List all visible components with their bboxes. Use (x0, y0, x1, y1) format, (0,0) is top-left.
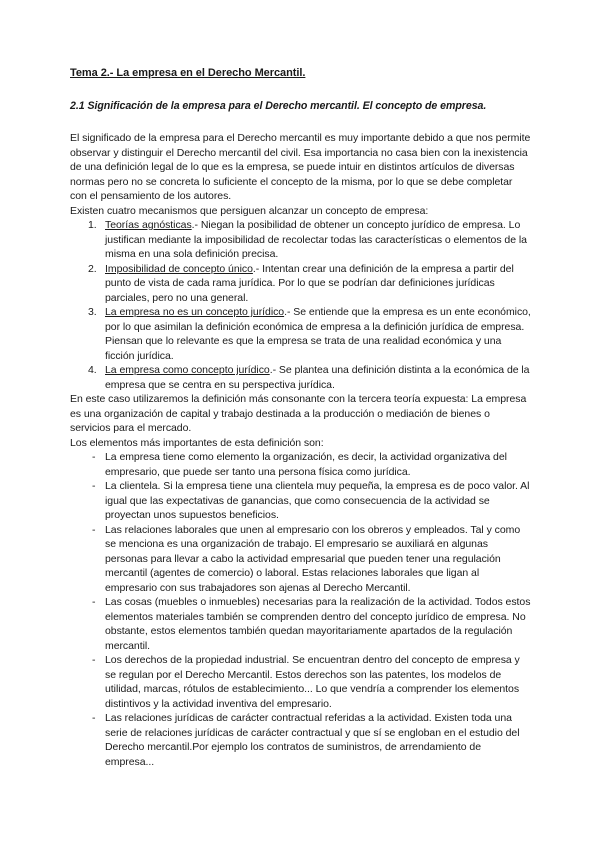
intro-paragraph: El significado de la empresa para el Derecho mercantil es muy importante debido a que nos permite observar y distinguir el Derecho mercantil del civil. Esa importancia no casa bien con la inexistencia de una definición legal de lo que es la empresa, se puede intuir en distintos artículos de diversas normas pero no se concreta lo suficiente el concepto de la misma, por lo que se debe completar con el pensamiento de los autores. (70, 132, 531, 202)
list-item-number: 2. (88, 262, 97, 275)
element-body-text: La clientela. Si la empresa tiene una clientela muy pequeña, la empresa es de poco valor. Al igual que las expectativas de ganancias, que como consecuencia de la actividad se proyectan unos supuestos beneficios. (105, 480, 530, 521)
element-body-text: Las relaciones jurídicas de carácter contractual referidas a la actividad. Existen toda una serie de relaciones jurídicas de carácter contractual y que sí se engloban en el estudio del Derecho mercantil.Por ejemplo los contratos de suministros, de arrendamiento de empresa... (105, 712, 520, 768)
theory-body-text: .- Se entiende que la empresa es un ente económico, por lo que asimilan la definición económica de empresa a la definición jurídica de empresa. Piensan que lo relevante es que la empresa se trata de una realidad económica y una ficción jurídica. (105, 306, 531, 362)
page-content (70, 66, 532, 769)
theory-list-item (70, 262, 532, 306)
list-item-dash: - (92, 451, 96, 463)
element-list-item (70, 479, 532, 523)
theory-lead-underlined: La empresa como concepto jurídico (105, 364, 270, 376)
theory-list-item (70, 305, 532, 363)
element-list-item (70, 653, 532, 711)
theory-list-item (70, 363, 532, 392)
theory-lead-underlined: La empresa no es un concepto jurídico (105, 306, 285, 318)
theory-lead-underlined: Teorías agnósticas (105, 219, 192, 231)
list-item-number: 3. (88, 306, 97, 318)
list-item-number: 4. (88, 364, 97, 376)
section-heading: 2.1 Significación de la empresa para el Derecho mercantil. El concepto de empresa. (70, 99, 487, 112)
list-item-dash: - (92, 596, 96, 608)
list-item-dash: - (92, 712, 96, 724)
element-list-item (70, 523, 532, 596)
elements-dash-list (70, 450, 532, 769)
element-list-item (70, 711, 532, 769)
element-body-text: Los derechos de la propiedad industrial. Se encuentran dentro del concepto de empresa y se regulan por el Derecho Mercantil. Estos derechos son las patentes, los modelos de utilidad, marcas, rótulos de establecimiento... Lo que vendría a comprender los elementos distintivos y la actividad inventiva del empresario. (105, 654, 520, 710)
mechanisms-intro-line: Existen cuatro mecanismos que persiguen alcanzar un concepto de empresa: (70, 204, 429, 217)
theories-numbered-list (70, 218, 532, 392)
element-body-text: Las relaciones laborales que unen al empresario con los obreros y empleados. Tal y como se menciona es una organización de trabajo. El empresario se auxiliará en algunas personas para llevar a cabo la actividad empresarial que pueden tener una regulación mercantil (agentes de comercio) o laboral. Estas relaciones laborales que ligan al empresario con sus trabajadores son ajenas al Derecho Mercantil. (105, 523, 521, 594)
list-item-dash: - (92, 523, 96, 536)
theory-body-text: .- Niegan la posibilidad de obtener un concepto jurídico de empresa. Lo justifican mediante la imposibilidad de recolectar todas las características o elementos de la misma en una sola definición precisa. (105, 219, 527, 260)
list-item-number: 1. (88, 219, 97, 231)
theory-list-item (70, 218, 532, 262)
element-list-item (70, 450, 532, 479)
list-item-dash: - (92, 480, 96, 492)
element-list-item (70, 595, 532, 653)
theory-body-text: .- Se plantea una definición distinta a la económica de la empresa que se centra en su perspectiva jurídica. (105, 364, 530, 391)
elements-intro-line: Los elementos más importantes de esta definición son: (70, 436, 324, 449)
element-body-text: Las cosas (muebles o inmuebles) necesarias para la realización de la actividad. Todos estos elementos materiales también se comprenden dentro del concepto jurídico de empresa. No obstante, estos elementos también quedan mayoritariamente apartados de la regulación mercantil. (105, 596, 531, 652)
document-title: Tema 2.- La empresa en el Derecho Mercantil. (70, 67, 306, 79)
theory-lead-underlined: Imposibilidad de concepto único (105, 262, 253, 275)
theory-body-text: .- Intentan crear una definición de la empresa a partir del punto de vista de cada rama jurídica. Por lo que se podrían dar definiciones jurídicas parciales, pero no una general. (105, 262, 514, 304)
list-item-dash: - (92, 654, 96, 666)
element-body-text: La empresa tiene como elemento la organización, es decir, la actividad organizativa del empresario, que puede ser tanto una persona física como jurídica. (105, 451, 507, 478)
definition-paragraph: En este caso utilizaremos la definición más consonante con la tercera teoría expuesta: La empresa es una organización de capital y trabajo destinada a la producción o mediación de bienes o servicios para el mercado. (70, 393, 527, 434)
